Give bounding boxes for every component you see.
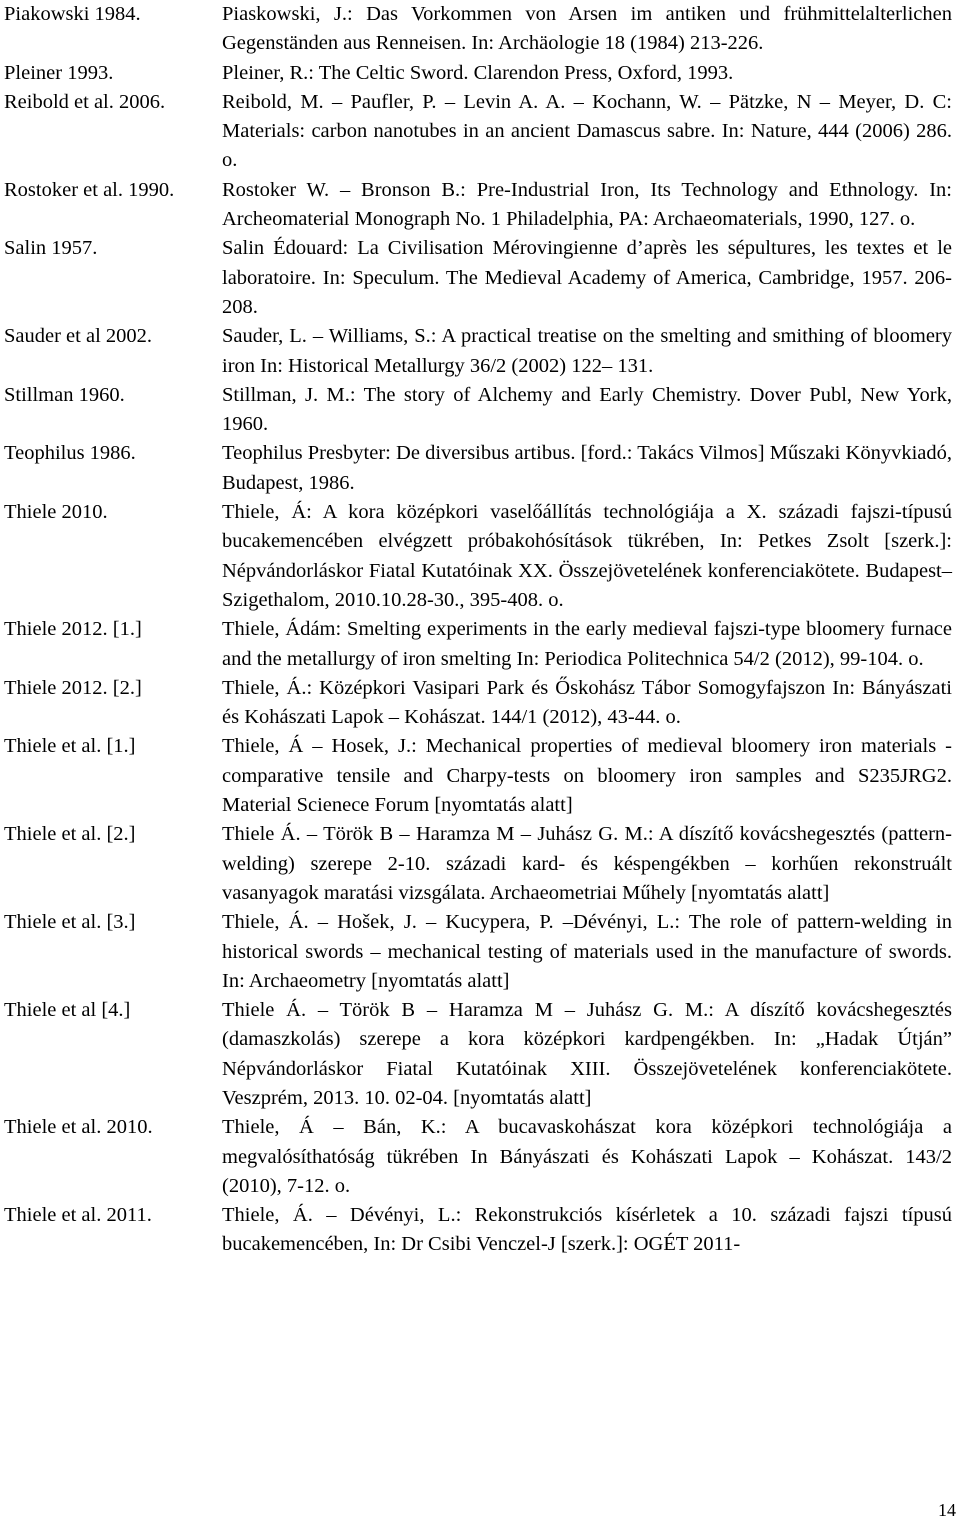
reference-entry [0, 908, 960, 996]
reference-key: Thiele et al. [2.] [4, 823, 136, 846]
reference-text: Thiele, Á: A kora középkori vaselőállítás technológiája a X. századi fajszi-típusú bucakemencében elvégzett próbakohósítások tükrében, In: Petkes Zsolt [szerk.]: Népvándorláskor Fiatal Kutatóinak XX. Összejövetelének konferenciakötete. Budapest–Szigethalom, 2010.10.28-30., 395-408. o. [222, 501, 952, 611]
reference-key: Rostoker et al. 1990. [4, 178, 175, 201]
reference-entry [0, 176, 960, 235]
reference-entry [0, 498, 960, 615]
reference-entry [0, 996, 960, 1113]
reference-key: Sauder et al 2002. [4, 325, 153, 348]
reference-entry [0, 59, 960, 88]
reference-text: Teophilus Presbyter: De diversibus artibus. [ford.: Takács Vilmos] Műszaki Könyvkiadó, Budapest, 1986. [222, 442, 952, 494]
reference-key: Reibold et al. 2006. [4, 90, 166, 113]
reference-entry [0, 1201, 960, 1260]
reference-key: Thiele et al. 2011. [4, 1204, 152, 1227]
reference-entry [0, 820, 960, 908]
reference-entry [0, 674, 960, 733]
reference-key: Thiele et al. 2010. [4, 1116, 153, 1139]
reference-text: Sauder, L. – Williams, S.: A practical treatise on the smelting and smithing of bloomery iron In: Historical Metallurgy 36/2 (2002) 122– 131. [222, 325, 952, 377]
reference-text: Thiele, Á. – Hošek, J. – Kucypera, P. –Dévényi, L.: The role of pattern-welding in historical swords – mechanical testing of materials used in the manufacture of swords. In: Archaeometry [nyomtatás alatt] [222, 911, 952, 992]
reference-text: Rostoker W. – Bronson B.: Pre-Industrial Iron, Its Technology and Ethnology. In: Archeomaterial Monograph No. 1 Philadelphia, PA: Archaeomaterials, 1990, 127. o. [222, 178, 952, 231]
reference-key: Thiele 2010. [4, 501, 108, 524]
reference-text: Thiele, Ádám: Smelting experiments in the early medieval fajszi-type bloomery furnace and the metallurgy of iron smelting In: Periodica Politechnica 54/2 (2012), 99-104. o. [222, 618, 952, 670]
reference-text: Thiele Á. – Török B – Haramza M – Juhász G. M.: A díszítő kovácshegesztés (damaszkolás) szerepe a kora középkori kardpengékben. In: „Hadak Útján” Népvándorláskor Fiatal Kutatóinak XIII. Összejövetelének konferenciakötete. Veszprém, 2013. 10. 02-04. [nyomtatás alatt] [222, 999, 952, 1109]
reference-entry [0, 381, 960, 440]
reference-entry [0, 1113, 960, 1201]
reference-key: Thiele 2012. [1.] [4, 618, 142, 641]
reference-key: Thiele et al. [3.] [4, 911, 136, 934]
reference-entry [0, 322, 960, 381]
reference-text: Thiele, Á.: Középkori Vasipari Park és Őskohász Tábor Somogyfajszon In: Bányászati és Kohászati Lapok – Kohászat. 144/1 (2012), 43-44. o. [222, 676, 952, 729]
reference-text: Reibold, M. – Paufler, P. – Levin A. A. – Kochann, W. – Pätzke, N – Meyer, D. C: Materials: carbon nanotubes in an ancient Damascus sabre. In: Nature, 444 (2006) 286. o. [222, 90, 952, 172]
reference-text: Thiele, Á – Hosek, J.: Mechanical properties of medieval bloomery iron materials - comparative tensile and Charpy-tests on bloomery iron samples and S235JRG2. Material Scienece Forum [nyomtatás alatt] [222, 735, 952, 817]
reference-text: Stillman, J. M.: The story of Alchemy and Early Chemistry. Dover Publ, New York, 1960. [222, 383, 952, 436]
reference-key: Salin 1957. [4, 237, 98, 260]
reference-entry [0, 732, 960, 820]
reference-text: Thiele, Á – Bán, K.: A bucavaskohászat kora középkori technológiája a megvalósíthatóság tükrében In Bányászati és Kohászati Lapok – Kohászat. 143/2 (2010), 7-12. o. [222, 1116, 952, 1197]
reference-entry [0, 615, 960, 674]
reference-key: Piakowski 1984. [4, 3, 141, 25]
reference-text: Thiele Á. – Török B – Haramza M – Juhász G. M.: A díszítő kovácshegesztés (pattern-welding) szerepe 2-10. századi kard- és késpengékben – korhűen rekonstruált vasanyagok maratási vizsgálata. Archaeometriai Műhely [nyomtatás alatt] [222, 823, 952, 904]
reference-entry [0, 88, 960, 176]
reference-entry [0, 439, 960, 498]
page-number: 14 [938, 1500, 956, 1520]
reference-entry [0, 0, 960, 59]
reference-entry [0, 234, 960, 322]
reference-text: Pleiner, R.: The Celtic Sword. Clarendon Press, Oxford, 1993. [222, 61, 734, 84]
reference-key: Stillman 1960. [4, 383, 125, 406]
reference-key: Thiele 2012. [2.] [4, 676, 142, 699]
reference-text: Piaskowski, J.: Das Vorkommen von Arsen im antiken und frühmittelalterlichen Gegenständen aus Renneisen. In: Archäologie 18 (1984) 213-226. [222, 3, 952, 55]
reference-text: Thiele, Á. – Dévényi, L.: Rekonstrukciós kísérletek a 10. századi fajszi típusú bucakemencében, In: Dr Csibi Venczel-J [szerk.]: OGÉT 2011- [222, 1204, 952, 1256]
reference-key: Pleiner 1993. [4, 61, 114, 84]
reference-key: Thiele et al. [1.] [4, 735, 136, 758]
reference-key: Teophilus 1986. [4, 442, 136, 465]
reference-text: Salin Édouard: La Civilisation Mérovingienne d’après les sépultures, les textes et le laboratoire. In: Speculum. The Medieval Academy of America, Cambridge, 1957. 206-208. [222, 237, 952, 318]
reference-key: Thiele et al [4.] [4, 999, 131, 1022]
